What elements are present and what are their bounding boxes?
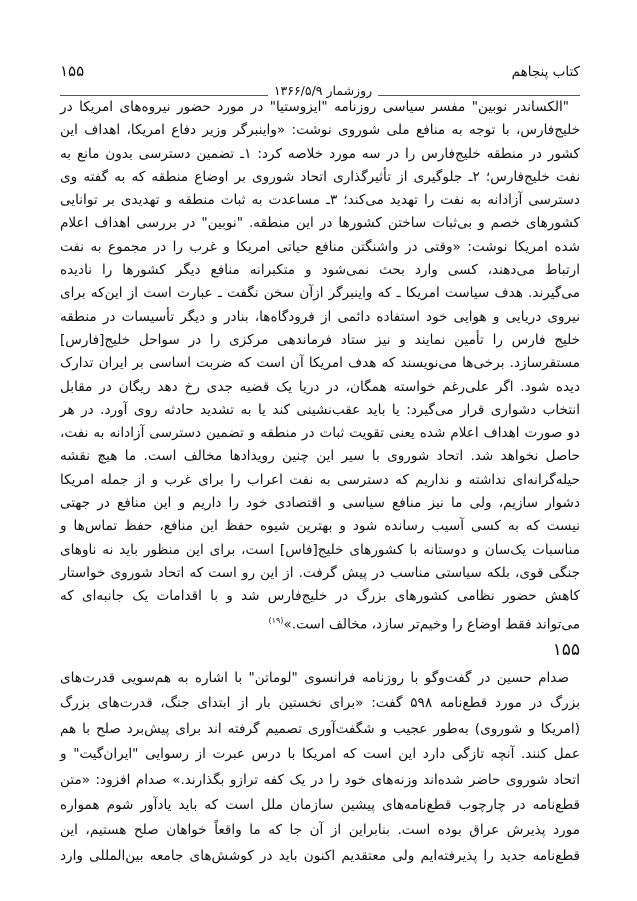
text-line — [60, 189, 580, 212]
text-line-content: (امریکا و شوروی) به‌طور عجیب و شگفت‌آوری تصمیم گرفته اند برای پیش‌برد صلح با هم — [60, 720, 580, 737]
text-line — [60, 96, 580, 119]
text-line-content: کاهش حضور نظامی کشورهای بزرگ در خلیج‌فارس شد و با اقدامات یک جانبه‌ای که — [60, 588, 580, 605]
text-line — [60, 793, 580, 818]
text-line-content: کشورهای خصم و بی‌ثبات ساختن کشورها در این منطقه. "نوبین" در بررسی اهداف اعلام — [60, 215, 580, 232]
text-line — [60, 666, 580, 691]
text-line-content: حیله‌گرانه‌ای نداشته و نداریم که دسترسی به نفت اعراب را برای غرب و از جمله امریکا — [60, 471, 580, 488]
text-line — [60, 166, 580, 189]
text-line-content: ارتباط می‌دهند، کسی وارد بحث نمی‌شود و متکبرانه منافع دیگر کشورها را نادیده — [60, 262, 580, 279]
text-line — [60, 422, 580, 445]
text-line-content: خلیج‌فارس، با توجه به منافع ملی شوروی نوشت: «واینبرگر وزیر دفاع امریکا، اهداف این — [60, 122, 580, 139]
text-line-content: می‌گیرند. هدف سیاست امریکا ـ که واینبرگر ازآن سخن نگفت ـ عبارت است از این‌که برای — [60, 285, 580, 302]
text-line-content: خلیج فارس را تأمین نمایند و نیز ستاد فرماندهی مرکزی را در سواحل خلیج[فارس] — [60, 331, 580, 348]
text-line — [60, 329, 580, 352]
text-line-content: نیروی دریایی و هوایی خود استفاده دائمی از فرودگاه‌ها، بنادر و دیگر تأسیسات در منطقه — [60, 308, 580, 325]
text-line-content: دسترسی آزادانه به نفت را تهدید می‌کند؛ ۳ـ مساعدت به ثبات منطقه و تهدیدی بر توانایی — [60, 192, 580, 209]
date-label: روزشمار ۱۳۶۶/۵/۹ — [268, 83, 378, 98]
book-title: کتاب پنجاهم — [511, 64, 580, 80]
text-line-content: جنگی قوی، بلکه سیاستی مناسب در پیش گرفت. از این رو است که اتحاد شوروی خواستار — [60, 564, 580, 581]
page-number: ۱۵۵ — [60, 62, 85, 80]
text-line — [60, 562, 580, 585]
text-line — [60, 768, 580, 793]
text-line-content: مناسبات یک‌سان و دوستانه با کشورهای خلیج[فاس] است، برای این منظور باید نه ناوهای — [60, 541, 580, 558]
text-line — [60, 212, 580, 235]
text-line — [60, 515, 580, 538]
text-line — [60, 236, 580, 259]
text-line — [60, 691, 580, 716]
text-line — [60, 306, 580, 329]
text-line-content: نفت خلیج‌فارس؛ ۲ـ جلوگیری از تأثیرگذاری اتحاد شوروی بر اوضاع منطقه که به گفته وی — [60, 168, 580, 185]
text-line — [60, 143, 580, 166]
section-number: ۱۵۵ — [552, 640, 580, 660]
text-line-content: می‌تواند فقط اوضاع را وخیم‌تر سازد، مخالف است.» — [283, 616, 580, 633]
text-line-content: اتحاد شوروی حاضر شده‌اند وزنه‌های خود را در یک کفه ترازو بگذارند.» صدام افزود: «متن — [60, 771, 580, 788]
text-line-content: مورد پذیرش عراق بوده است. بنابراین از آن جا که ما واقعاً خواهان صلح هستیم، این — [60, 822, 580, 839]
text-line — [60, 539, 580, 562]
footnote-reference: (۱۹) — [268, 615, 284, 625]
text-line-content: دشوار سازیم، ولی ما نیز منافع سیاسی و اقتصادی خود را داریم و این منافع در جهتی — [60, 495, 580, 512]
text-line — [60, 717, 580, 742]
text-line — [60, 399, 580, 422]
text-line-content: صدام حسین در گفت‌وگو با روزنامه فرانسوی "لوماتن" با اشاره به هم‌سویی قدرت‌های — [60, 670, 569, 686]
text-line-content: "الکساندر نوبین" مفسر سیاسی روزنامه "ایزوستیا" در مورد حضور نیروه‌های امریکا در — [60, 99, 569, 115]
text-line-content: مستقرسازد. برخی‌ها می‌نویسند که هدف امریکا آن است که ضربت اساسی بر ایران تدارک — [60, 355, 580, 372]
text-line — [60, 492, 580, 515]
text-line-content: حاصل نخواهد شد. اتحاد شوروی با سیر این چنین رویدادها مخالف است. ما هیچ نقشه — [60, 448, 580, 465]
paragraph-2 — [60, 666, 580, 869]
text-line — [60, 469, 580, 492]
text-line — [60, 585, 580, 608]
text-line — [60, 844, 580, 869]
text-line-content: قطع‌نامه در چارچوب قطع‌نامه‌های پیشین سازمان ملل است که باید یادآور شوم همواره — [60, 796, 580, 813]
text-line — [60, 445, 580, 468]
text-line — [60, 742, 580, 767]
paragraph-1 — [60, 96, 580, 632]
text-line-content: بزرگ در مورد قطع‌نامه ۵۹۸ گفت: «برای نخستین بار از ابتدای جنگ، قدرت‌های بزرگ — [60, 695, 580, 712]
text-line — [60, 259, 580, 282]
text-line — [60, 818, 580, 843]
text-line — [60, 119, 580, 142]
text-line-content: دیده شود. اگر علی‌رغم خواسته همگان، در دریا یک قضیه جدی رخ دهد ریگان در مقابل — [60, 378, 580, 395]
text-line-content: شده امریکا نوشت: «وقتی در واشنگتن منافع حیاتی امریکا و غرب را در مجموع به نفت — [60, 238, 580, 255]
text-line-content: انتخاب دشواری قرار می‌گیرد: یا باید عقب‌نشینی کند یا به تشدید حادثه روی آورد. در هر — [60, 401, 580, 418]
text-line — [60, 282, 580, 305]
text-line — [60, 376, 580, 399]
text-line — [60, 352, 580, 375]
text-line-content: قطع‌نامه جدید را پذیرفته‌ایم ولی معتقدیم اکنون باید در کوشش‌های جامعه بین‌المللی وارد — [60, 847, 580, 864]
text-line-content: نیست که به کسی آسیب رسانده شود و بهترین شیوه حفظ این منافع، حفظ تماس‌ها و — [60, 518, 580, 535]
text-line — [60, 609, 580, 632]
text-line-content: کشور در منطقه خلیج‌فارس را در سه مورد خلاصه کرد: ۱ـ تضمین دسترسی بدون مانع به — [60, 145, 580, 162]
text-line-content: عمل کنند. آنچه تازگی دارد این است که امریکا با درس عبرت از رسوایی "ایران‌گیت" و — [60, 746, 580, 763]
text-line-content: دو صورت اهداف اعلام شده یعنی تقویت ثبات در منطقه و تضمین دسترسی آزادانه به نفت، — [60, 425, 580, 442]
